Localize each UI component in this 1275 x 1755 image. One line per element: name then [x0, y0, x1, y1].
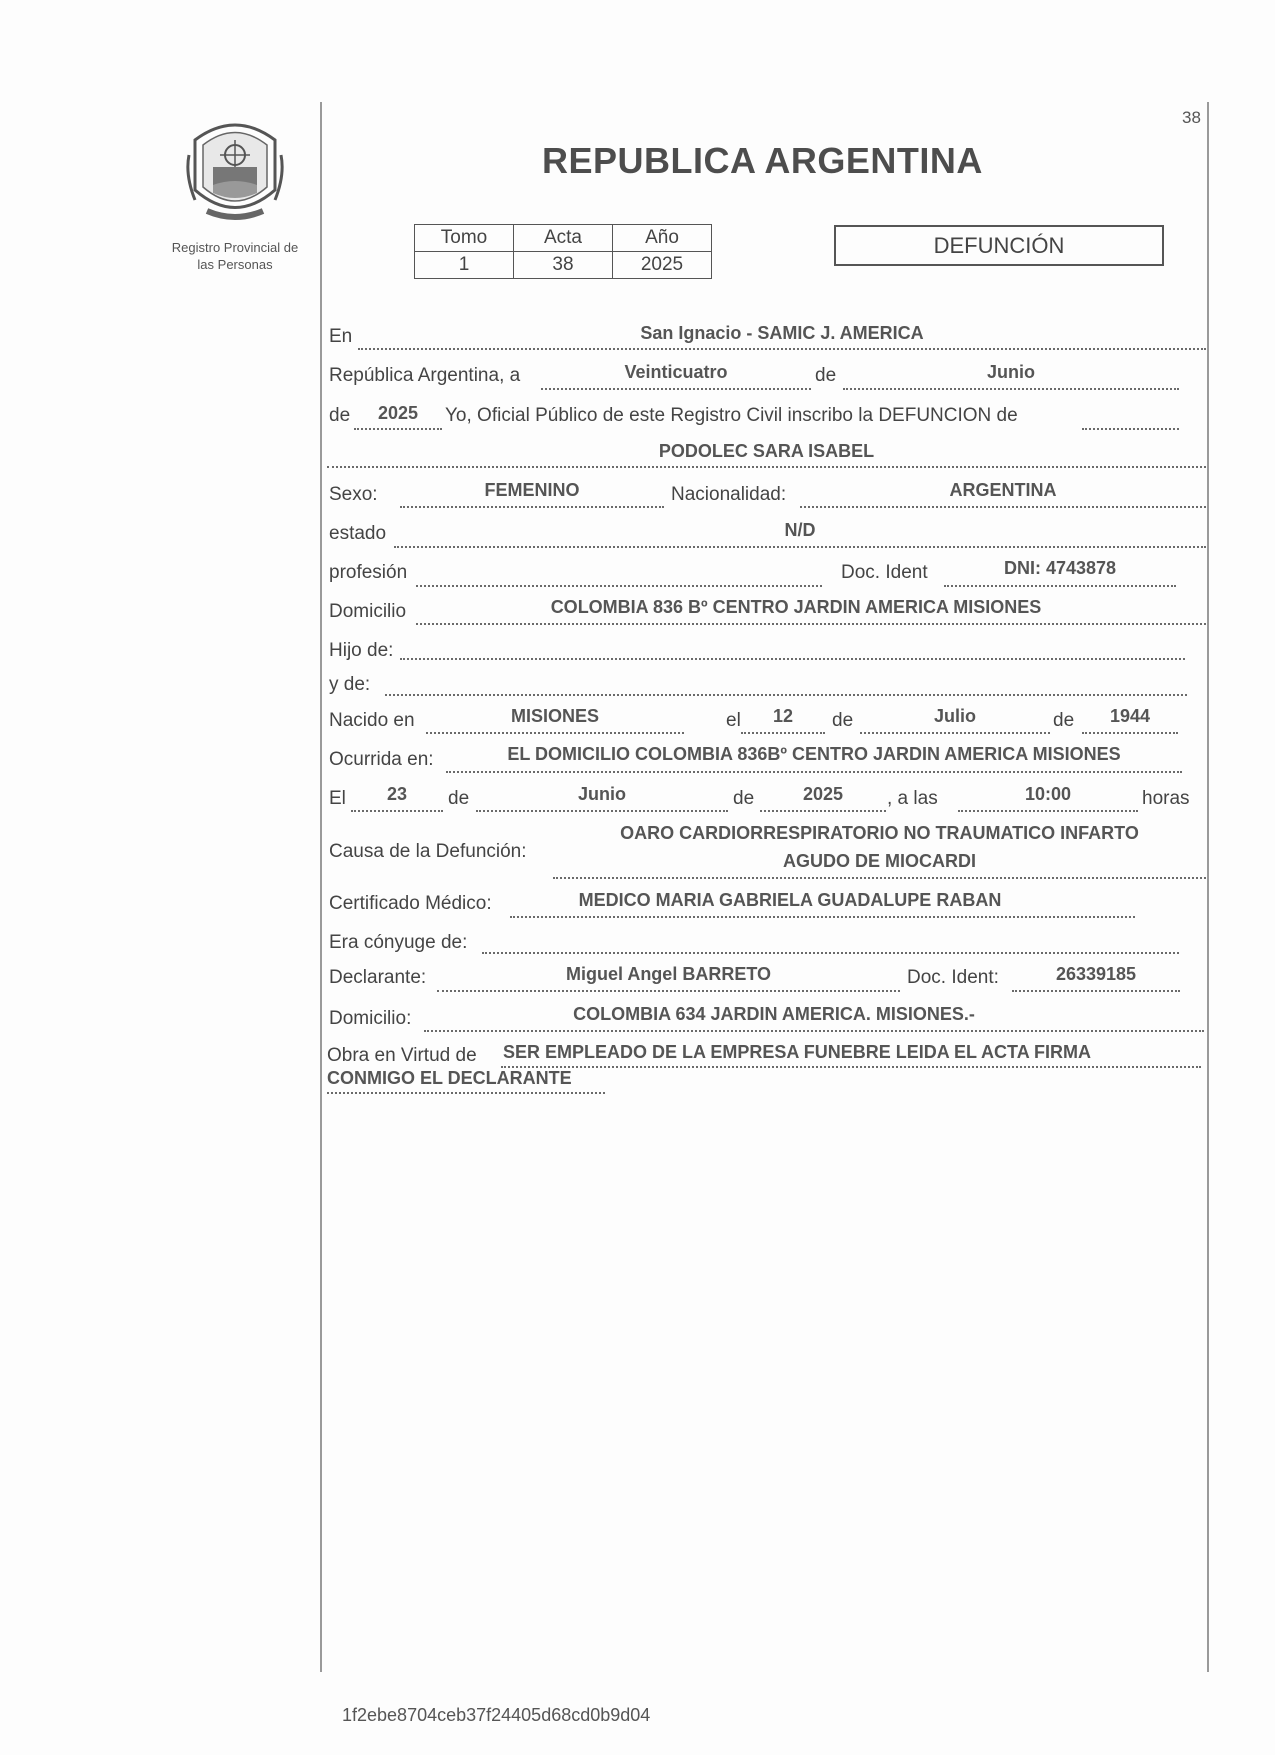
profesion-line — [416, 585, 822, 587]
conyuge-label: Era cónyuge de: — [329, 932, 468, 953]
decl-domicilio-label: Domicilio: — [329, 1008, 412, 1029]
def-anio-line — [760, 810, 886, 812]
doc-ident-value: DNI: 4743878 — [1003, 558, 1117, 578]
certificado-value: MEDICO MARIA GABRIELA GUADALUPE RABAN — [578, 890, 1002, 910]
profesion-label: profesión — [329, 562, 408, 583]
doc-ident-line — [944, 585, 1176, 587]
doc-ident-label: Doc. Ident — [841, 562, 928, 583]
nac-anio-value: 1944 — [1109, 706, 1151, 726]
form-right-border — [1207, 102, 1209, 1672]
nac-de-label-2: de — [1053, 710, 1075, 731]
decl-doc-value: 26339185 — [1055, 964, 1137, 984]
def-anio-value: 2025 — [802, 784, 844, 804]
domicilio-label: Domicilio — [329, 601, 407, 622]
sexo-value: FEMENINO — [484, 480, 580, 500]
domicilio-line — [416, 623, 1206, 625]
anio-value: 2025 — [613, 252, 712, 279]
fallecido-line — [327, 466, 1206, 468]
causa-line-2: AGUDO DE MIOCARDI — [783, 851, 976, 871]
nac-anio-line — [1082, 732, 1178, 734]
decl-doc-line — [1012, 990, 1180, 992]
obra-line-2: CONMIGO EL DECLARANTE — [327, 1068, 572, 1088]
nacido-label: Nacido en — [329, 710, 415, 731]
causa-line-1: OARO CARDIORRESPIRATORIO NO TRAUMATICO INFARTO — [620, 823, 1139, 843]
def-de-label: de — [448, 788, 470, 809]
dia-texto-value: Veinticuatro — [624, 362, 728, 382]
nac-dia-line — [741, 732, 825, 734]
ocurrida-value: EL DOMICILIO COLOMBIA 836Bº CENTRO JARDIN AMERICA MISIONES — [507, 744, 1121, 764]
nacionalidad-line — [800, 506, 1206, 508]
provincia-misiones-seal — [185, 115, 285, 225]
obra-line-2-rule — [327, 1092, 605, 1094]
registry-organization — [155, 239, 315, 273]
page-title: REPUBLICA ARGENTINA — [542, 140, 983, 181]
alas-label: , a las — [887, 788, 938, 809]
document-type-box: DEFUNCIÓN — [834, 225, 1164, 266]
republica-label: República Argentina, a — [329, 365, 521, 386]
domicilio-value: COLOMBIA 836 Bº CENTRO JARDIN AMERICA MISIONES — [550, 597, 1042, 617]
def-mes-line — [476, 810, 728, 812]
anio-line — [354, 428, 442, 430]
page-number: 38 — [1182, 108, 1201, 127]
de-label-1: de — [815, 365, 837, 386]
horas-label: horas — [1142, 788, 1190, 809]
estado-value: N/D — [784, 520, 816, 540]
def-hora-line — [958, 810, 1138, 812]
def-hora-value: 10:00 — [1024, 784, 1072, 804]
def-dia-value: 23 — [386, 784, 408, 804]
acta-value: 38 — [514, 252, 613, 279]
organization-line-2: las Personas — [197, 257, 273, 272]
nacionalidad-value: ARGENTINA — [949, 480, 1057, 500]
declarante-label: Declarante: — [329, 967, 427, 988]
def-de-label-2: de — [733, 788, 755, 809]
lugar-line — [358, 348, 1206, 350]
causa-label: Causa de la Defunción: — [329, 841, 527, 862]
nac-de-label: de — [832, 710, 854, 731]
dia-line — [541, 388, 811, 390]
y-de-label: y de: — [329, 674, 371, 695]
nac-dia-value: 12 — [772, 706, 794, 726]
certificado-line — [510, 916, 1135, 918]
oficial-tail-line — [1082, 428, 1179, 430]
ocurrida-line — [446, 771, 1182, 773]
obra-line-1-rule — [501, 1066, 1201, 1068]
en-label: En — [329, 326, 353, 347]
def-mes-value: Junio — [578, 784, 626, 804]
form-left-border — [320, 102, 322, 1672]
estado-line — [394, 546, 1206, 548]
nacido-en-value: MISIONES — [510, 706, 599, 726]
declarante-line — [437, 990, 900, 992]
obra-label: Obra en Virtud de — [327, 1045, 477, 1066]
certificado-label: Certificado Médico: — [329, 893, 492, 914]
organization-line-1: Registro Provincial de — [171, 240, 299, 255]
decl-domicilio-line — [424, 1030, 1204, 1032]
document-hash: 1f2ebe8704ceb37f24405d68cd0b9d04 — [342, 1705, 651, 1725]
def-dia-line — [351, 810, 443, 812]
lugar-value: San Ignacio - SAMIC J. AMERICA — [640, 323, 924, 343]
estado-label: estado — [329, 523, 387, 544]
sexo-label: Sexo: — [329, 484, 378, 505]
mes-value: Junio — [987, 362, 1035, 382]
registry-table — [414, 224, 712, 279]
conyuge-line — [482, 952, 1179, 954]
declarante-value: Miguel Angel BARRETO — [565, 964, 771, 984]
decl-doc-label: Doc. Ident: — [907, 967, 999, 988]
anio-value: 2025 — [377, 403, 419, 423]
el-label: el — [726, 710, 741, 731]
anio-header: Año — [613, 225, 712, 252]
hijo-de-label: Hijo de: — [329, 640, 394, 661]
de-label-2: de — [329, 405, 351, 426]
sexo-line — [400, 506, 664, 508]
el-label-2: El — [329, 788, 346, 809]
causa-line — [553, 877, 1206, 879]
tomo-header: Tomo — [415, 225, 514, 252]
hijo-de-line — [400, 658, 1185, 660]
y-de-line — [385, 694, 1187, 696]
nacido-en-line — [426, 732, 684, 734]
acta-header: Acta — [514, 225, 613, 252]
fallecido-value: PODOLEC SARA ISABEL — [658, 441, 875, 461]
nacionalidad-label: Nacionalidad: — [671, 484, 787, 505]
oficial-text: Yo, Oficial Público de este Registro Civil inscribo la DEFUNCION de — [445, 405, 1018, 426]
obra-line-1: SER EMPLEADO DE LA EMPRESA FUNEBRE LEIDA EL ACTA FIRMA — [503, 1042, 1092, 1062]
nac-mes-line — [860, 732, 1050, 734]
tomo-value: 1 — [415, 252, 514, 279]
ocurrida-label: Ocurrida en: — [329, 749, 434, 770]
decl-domicilio-value: COLOMBIA 634 JARDIN AMERICA. MISIONES.- — [573, 1004, 975, 1024]
mes-line — [843, 388, 1179, 390]
nac-mes-value: Julio — [933, 706, 976, 726]
